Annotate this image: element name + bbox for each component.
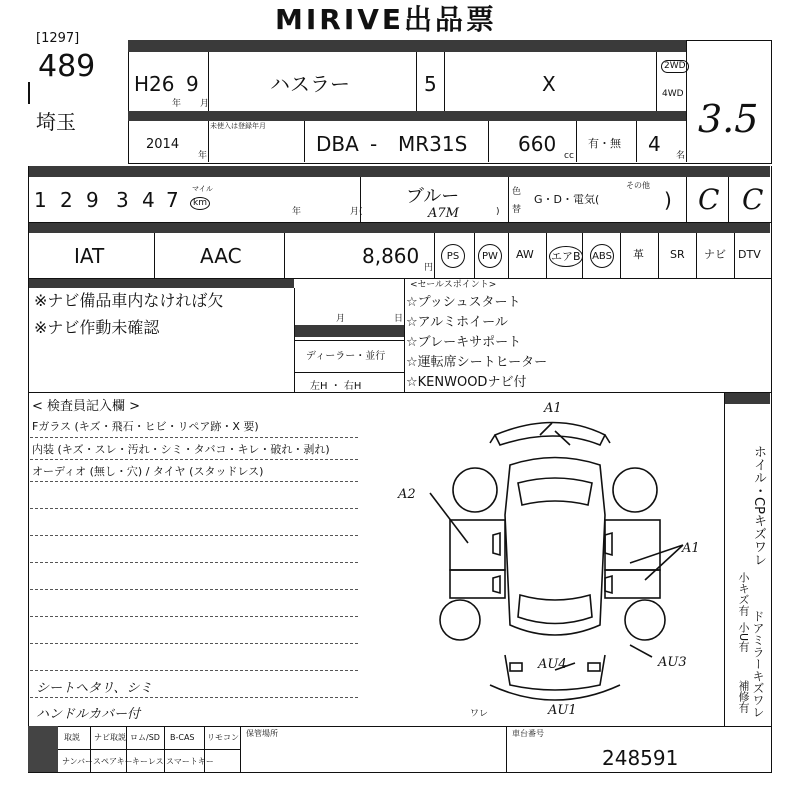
date-day: 日: [394, 314, 404, 324]
odometer-digit: 3: [116, 188, 129, 212]
color-change-label: 替: [512, 205, 522, 215]
footer-item: ナンバー: [62, 757, 94, 766]
odometer-digit: 1: [34, 188, 47, 212]
ari-nashi: 有・無: [588, 137, 621, 150]
auction-score: 3.5: [698, 97, 759, 141]
steering-side: 左H ・ 右H: [310, 381, 362, 392]
side-note: ホイル・CPキズワレ: [751, 445, 766, 566]
odometer-digit: 9: [86, 188, 99, 212]
aircon: AAC: [200, 244, 242, 268]
vehicle-number-label: 車台番号: [512, 729, 544, 738]
year-ad-unit: 年: [198, 151, 208, 161]
inspector-line: Fガラス (キズ・飛石・ヒビ・リペア跡・X 要): [32, 420, 259, 433]
form-title: MIRIVE出品票: [275, 3, 498, 36]
footer-item: スペアキー: [93, 757, 133, 766]
sales-point: ☆KENWOODナビ付: [406, 375, 527, 390]
footer-item: リモコン: [207, 733, 239, 742]
body-color: ブルー: [406, 186, 460, 207]
model-name: ハスラー: [270, 72, 350, 96]
color-label: 色: [512, 187, 522, 197]
year-label: 年: [292, 207, 302, 217]
hand-note: シートヘタリ、シミ: [36, 681, 153, 696]
displacement: 660: [518, 132, 557, 156]
option-leather: 革: [633, 248, 644, 261]
lot-number: 489: [38, 49, 96, 84]
damage-label: A1: [682, 541, 700, 556]
paint-options: G・D・電気(: [534, 193, 600, 206]
damage-label: AU3: [658, 655, 687, 670]
odometer-digit: 2: [60, 188, 73, 212]
option-pw: PW: [478, 244, 502, 268]
km-unit: km: [190, 197, 210, 210]
option-airbag: エアB: [549, 246, 583, 267]
inspector-line: オーディオ (無し・穴) / タイヤ (スタッドレス): [32, 465, 264, 478]
paint-close: ): [664, 188, 672, 212]
footer-item: スマートキー: [166, 757, 214, 766]
drive-2wd: 2WD: [661, 60, 689, 73]
grade: X: [542, 72, 556, 96]
option-abs: ABS: [590, 244, 614, 268]
date-month: 月: [336, 314, 346, 324]
damage-label: A1: [544, 401, 562, 416]
damage-label: A2: [398, 487, 416, 502]
sales-point: ☆プッシュスタート: [406, 295, 521, 310]
side-note: 小U有: [737, 622, 750, 653]
inspector-title: < 検査員記入欄 >: [32, 399, 141, 414]
damage-label: AU4: [538, 657, 567, 672]
sales-point: ☆運転席シートヒーター: [406, 355, 548, 370]
mileage-unit: マイル: [192, 185, 213, 193]
model-code: MR31S: [398, 132, 468, 156]
hand-note: ハンドルカバー付: [36, 707, 141, 722]
inspection-row: [28, 166, 772, 223]
exterior-grade: C: [742, 183, 764, 216]
damage-label: AU1: [548, 703, 577, 718]
km-value-unit: 円: [424, 263, 434, 273]
footer-item: ナビ取説: [94, 733, 126, 742]
side-note: 小キズ有: [737, 572, 750, 616]
interior-grade: C: [698, 183, 720, 216]
odometer-digit: 4: [142, 188, 155, 212]
footer-item: ロム/SD: [130, 733, 160, 742]
year-unit: 年: [172, 99, 182, 109]
km-value: 8,860: [362, 244, 420, 268]
notes-line: ※ナビ作動未確認: [34, 318, 160, 337]
sales-point: ☆ブレーキサポート: [406, 335, 522, 350]
color-close: ): [496, 207, 500, 217]
seat-count: 4: [648, 132, 661, 156]
year-ad: 2014: [146, 137, 180, 152]
footer-item: B-CAS: [170, 733, 195, 742]
month-unit: 月: [200, 99, 210, 109]
sales-point: ☆アルミホイール: [406, 315, 508, 330]
header-bar: [128, 40, 686, 52]
notes-line: ※ナビ備品車内なければ欠: [34, 291, 224, 310]
sales-points-label: <セールスポイント>: [410, 280, 497, 290]
month-label: 月(: [350, 207, 363, 217]
color-code: A7M: [428, 206, 459, 221]
registration-note: 未使入は登録年月: [210, 122, 266, 130]
option-sunroof: SR: [670, 248, 685, 261]
odometer-digit: 7: [166, 188, 179, 212]
header-bar: [128, 111, 686, 121]
vehicle-number: 248591: [602, 746, 679, 770]
option-navi: ナビ: [704, 248, 726, 261]
region: 埼玉: [36, 110, 76, 134]
dealer-type: ディーラー・並行: [306, 351, 386, 362]
remarks-label: 保管場所: [246, 729, 278, 738]
footer-item: 取説: [64, 733, 80, 742]
footer-item: キーレス: [132, 757, 164, 766]
transmission: IAT: [74, 244, 105, 268]
seats-unit: 名: [676, 151, 686, 161]
other-label: その他: [626, 181, 650, 190]
inspector-line: 内装 (キズ・スレ・汚れ・シミ・タバコ・キレ・破れ・剥れ): [32, 443, 330, 456]
damage-label: ワレ: [470, 709, 489, 719]
model-prefix: DBA: [316, 132, 359, 156]
model-dash: -: [370, 132, 378, 156]
option-ps: PS: [441, 244, 465, 268]
option-aw: AW: [516, 248, 534, 261]
cc-unit: cc: [564, 151, 574, 161]
side-note: ドアミラーキズワレ: [751, 610, 765, 718]
registration-month: 9: [186, 72, 199, 96]
car-damage-diagram: [390, 395, 720, 725]
lot-bracket: [1297]: [36, 31, 80, 46]
era-year: H26: [134, 72, 175, 96]
drive-4wd: 4WD: [662, 89, 684, 99]
option-dtv: DTV: [738, 248, 761, 261]
door-count: 5: [424, 72, 437, 96]
side-note: 補修有: [737, 680, 750, 713]
